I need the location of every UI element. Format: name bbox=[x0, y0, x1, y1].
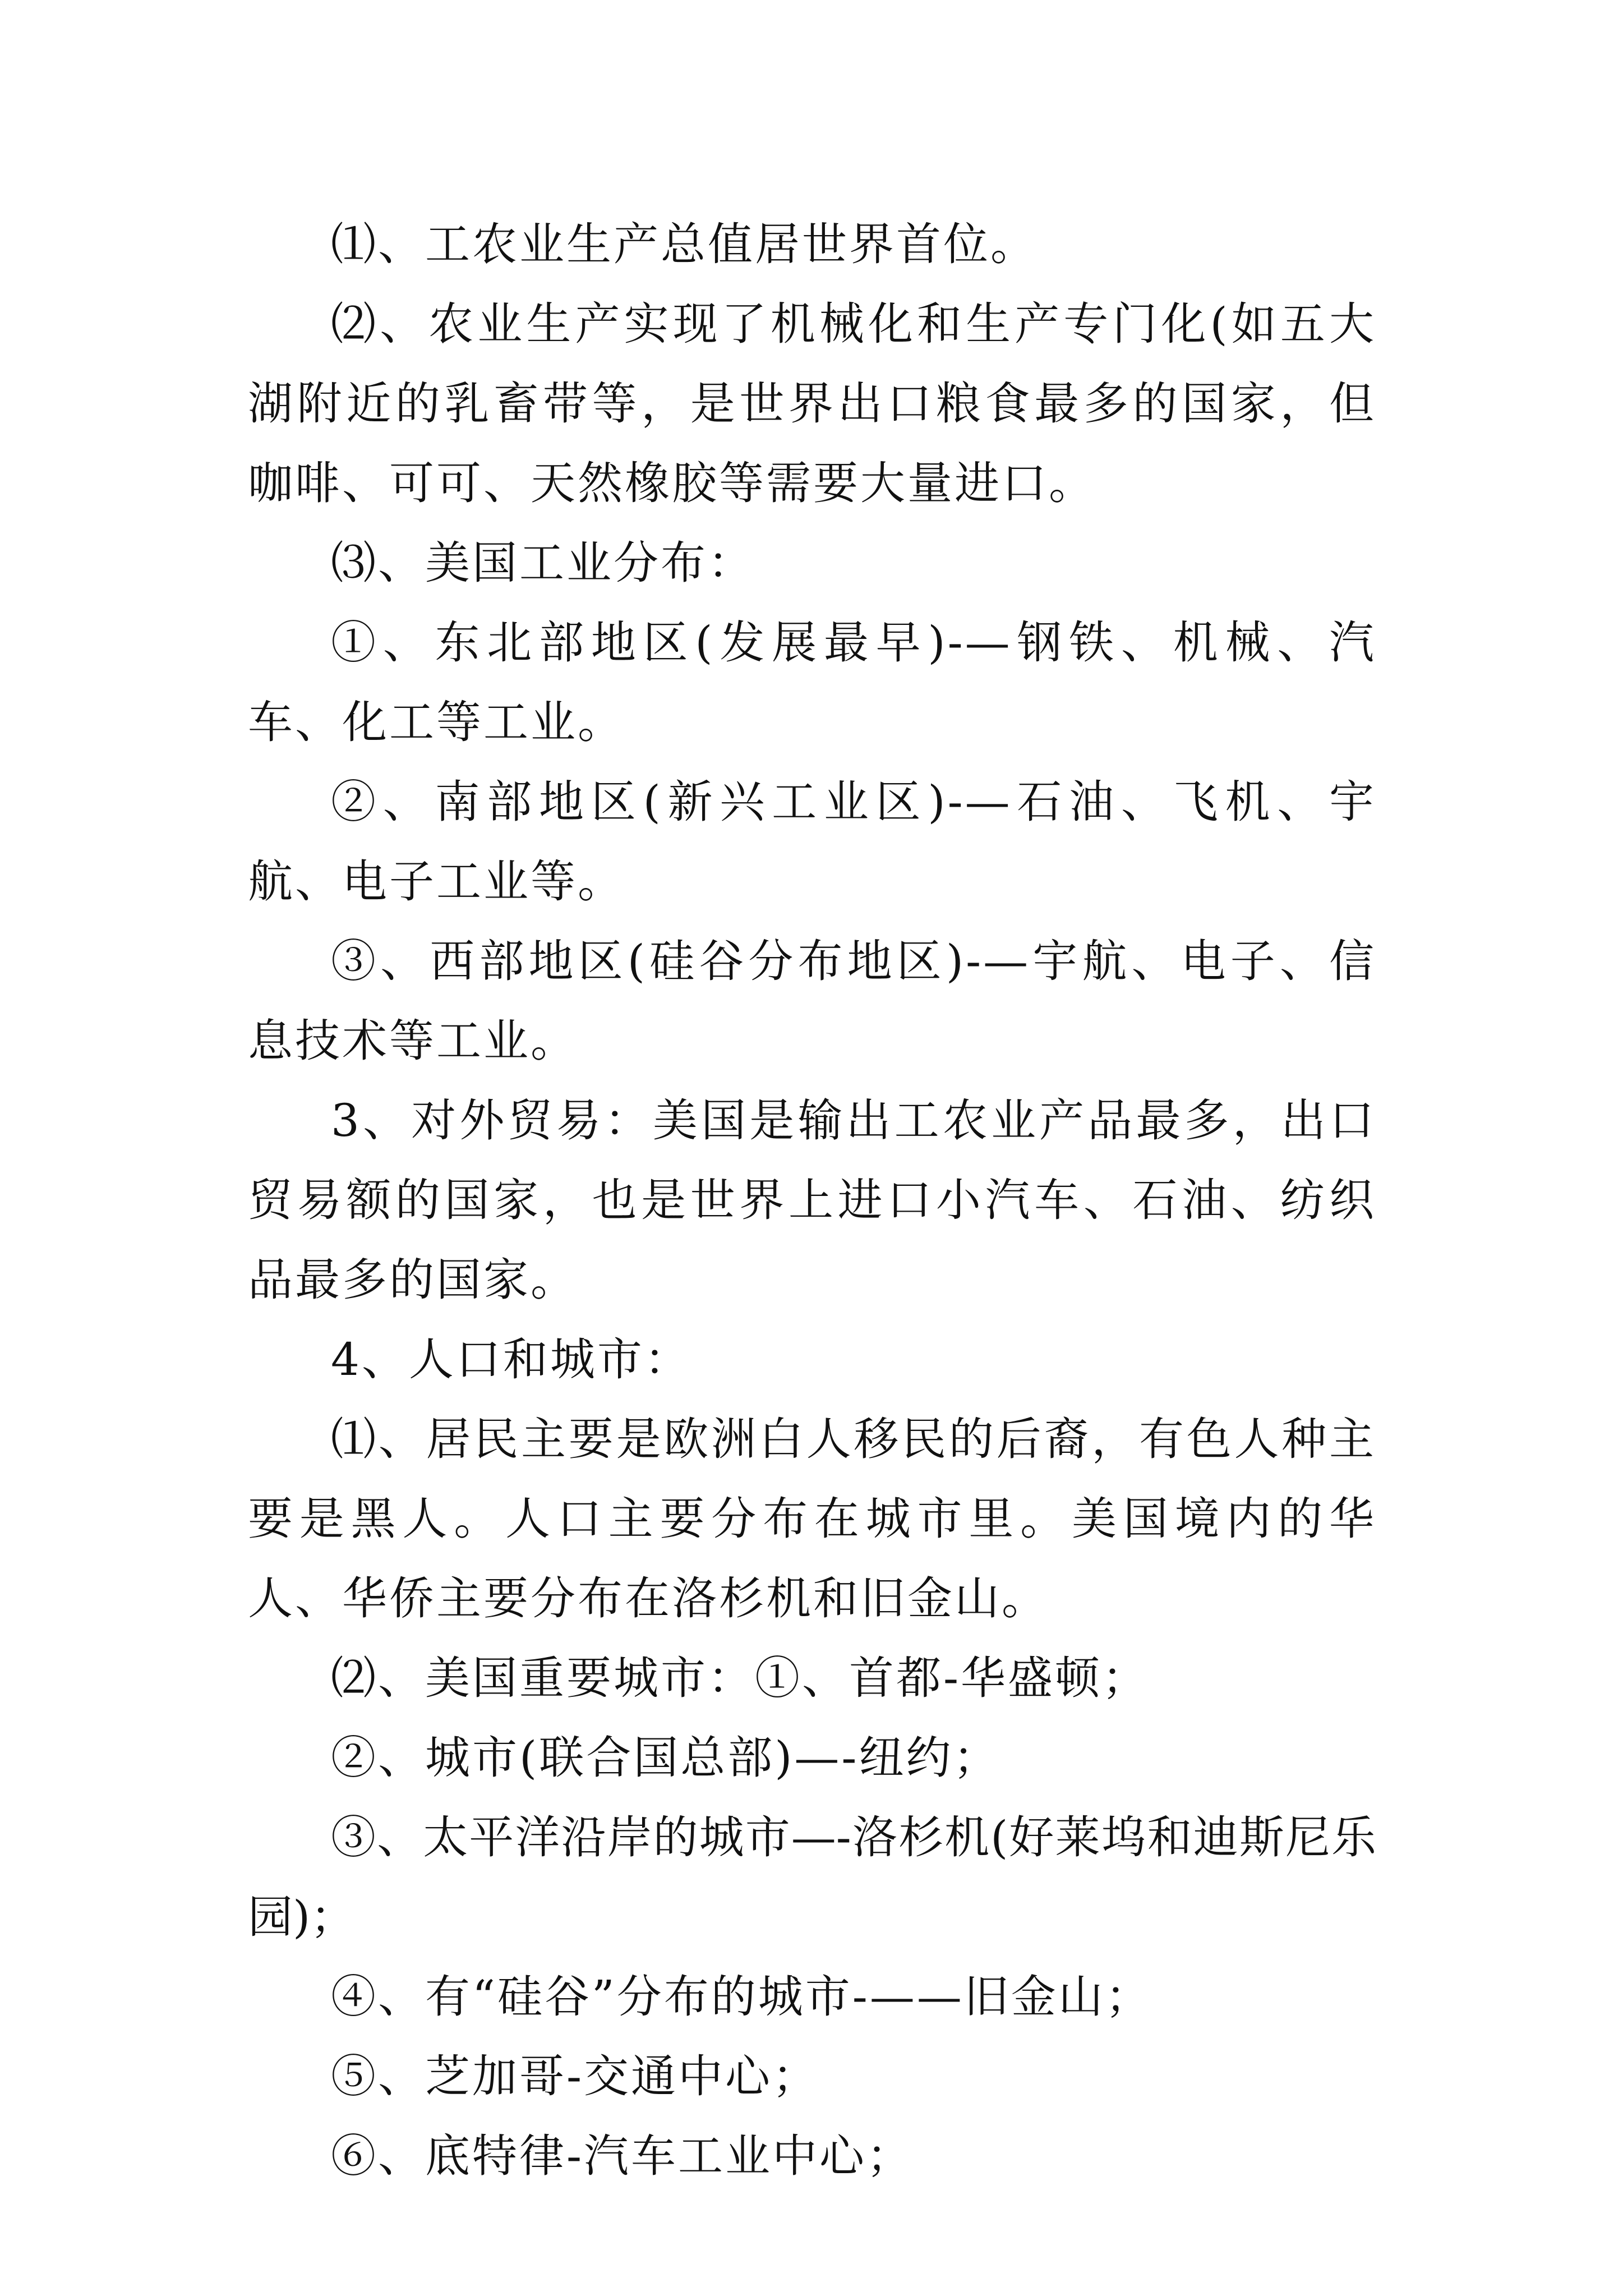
paragraph-6: ③、西部地区(硅谷分布地区)-—宇航、电子、信息技术等工业。 bbox=[248, 935, 1376, 1067]
paragraph-15: ⑥、底特律-汽车工业中心； bbox=[331, 2130, 914, 2182]
paragraph-2: ⑵、农业生产实现了机械化和生产专门化(如五大湖附近的乳畜带等，是世界出口粮食最多的国家，但咖啡、可可、天然橡胶等需要大量进口。 bbox=[248, 298, 1376, 509]
paragraph-11: ②、城市(联合国总部)—-纽约； bbox=[331, 1732, 1000, 1784]
paragraph-3: ⑶、美国工业分布： bbox=[331, 537, 755, 589]
document-body bbox=[248, 205, 1376, 2196]
paragraph-13: ④、有“硅谷”分布的城市-——旧金山； bbox=[331, 1971, 1152, 2023]
paragraph-10: ⑵、美国重要城市：①、首都-华盛顿； bbox=[331, 1652, 1150, 1704]
paragraph-12: ③、太平洋沿岸的城市—-洛杉机(好莱坞和迪斯尼乐园)； bbox=[248, 1811, 1376, 1943]
paragraph-7: 3、对外贸易：美国是输出工农业产品最多，出口贸易额的国家，也是世界上进口小汽车、石油、纺织品最多的国家。 bbox=[248, 1094, 1376, 1306]
paragraph-1: ⑴、工农业生产总值居世界首位。 bbox=[331, 218, 1038, 270]
paragraph-4: ①、东北部地区(发展最早)-—钢铁、机械、汽车、化工等工业。 bbox=[248, 616, 1376, 748]
paragraph-14: ⑤、芝加哥-交通中心； bbox=[331, 2050, 820, 2102]
paragraph-9: ⑴、居民主要是欧洲白人移民的后裔，有色人种主要是黑人。人口主要分布在城市里。美国境内的华人、华侨主要分布在洛杉机和旧金山。 bbox=[248, 1413, 1376, 1625]
paragraph-8: 4、人口和城市： bbox=[331, 1333, 691, 1386]
paragraph-5: ②、南部地区(新兴工业区)-—石油、飞机、宇航、电子工业等。 bbox=[248, 776, 1376, 908]
